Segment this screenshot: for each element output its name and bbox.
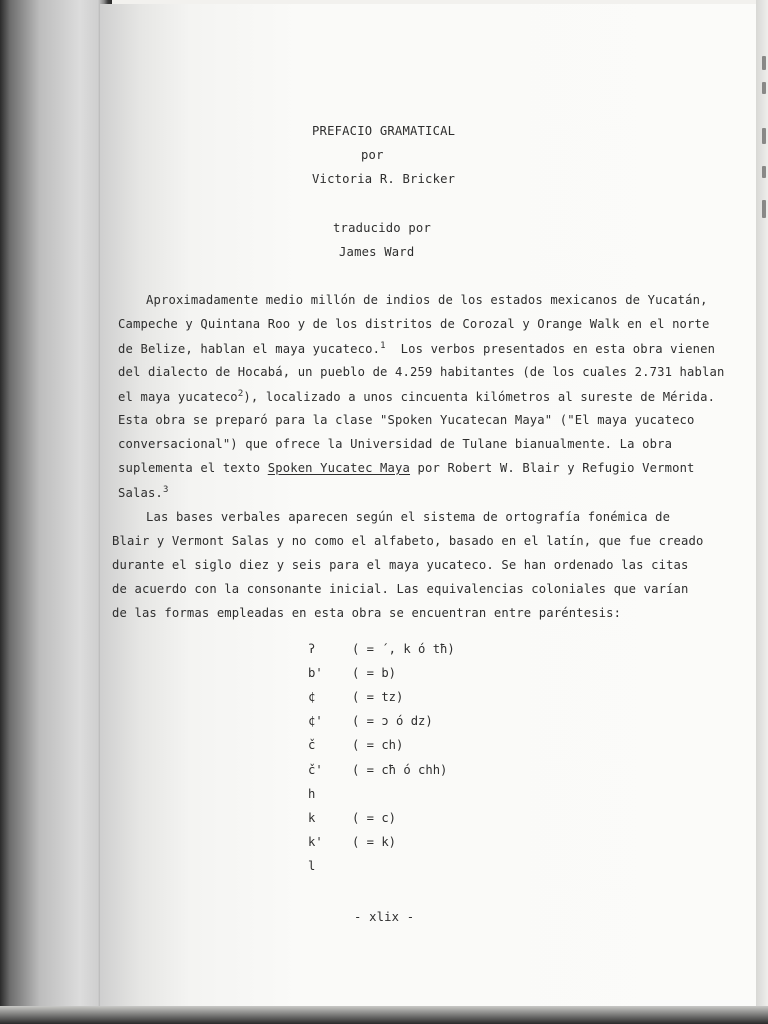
orthography-equivalent: ( = ´, k ó tħ) [352,642,455,656]
line-text: de Belize, hablan el maya yucateco. [118,342,381,356]
orthography-equivalent: ( = tz) [352,690,404,704]
line-text: ), localizado a unos cincuenta kilómetros al sureste de Mérida. [243,390,716,404]
paragraph-1-line-4: del dialecto de Hocabá, un pueblo de 4.259 habitantes (de los cuales 2.731 hablan [118,365,725,379]
by-label: por [361,148,384,162]
orthography-symbol: h [308,787,316,801]
bottom-page-edge [0,1006,768,1024]
paragraph-1-line-3 [118,341,715,356]
orthography-equivalent: ( = ɔ ó dz) [352,714,433,728]
paragraph-2-line-2: Blair y Vermont Salas y no como el alfabeto, basado en el latín, que fue creado [112,534,704,548]
margin-ink-marks [754,50,768,230]
orthography-symbol: k [308,811,316,825]
line-text: el maya yucateco [118,390,238,404]
orthography-symbol: č [308,738,316,752]
paragraph-2-line-3: durante el siglo diez y seis para el maya yucateco. Se han ordenado las citas [112,558,689,572]
paragraph-1-line-7: conversacional") que ofrece la Universidad de Tulane bianualmente. La obra [118,437,673,451]
paragraph-1-line-1: Aproximadamente medio millón de indios de los estados mexicanos de Yucatán, [146,293,708,307]
line-text: Los verbos presentados en esta obra vienen [385,342,716,356]
paragraph-1-line-5 [118,389,715,404]
orthography-symbol: ¢' [308,714,323,728]
translated-by-label: traducido por [333,221,431,235]
translator-name: James Ward [339,245,415,259]
page-number: - xlix - [354,910,415,924]
author-name: Victoria R. Bricker [312,172,456,186]
book-title: Spoken Yucatec Maya [267,461,411,475]
orthography-symbol: b' [308,666,323,680]
orthography-symbol: ¢ [308,690,316,704]
orthography-equivalent: ( = ch) [352,738,404,752]
orthography-equivalent: ( = cħ ó chh) [352,763,448,777]
line-text: Salas. [118,486,163,500]
orthography-symbol: k' [308,835,323,849]
paragraph-1-line-6: Esta obra se preparó para la clase "Spoken Yucatecan Maya" ("El maya yucateco [118,413,695,427]
orthography-symbol: č' [308,763,323,777]
orthography-symbol: l [308,859,316,873]
orthography-equivalent: ( = c) [352,811,397,825]
footnote-marker: 3 [162,485,169,495]
footnote-marker: 2 [237,389,244,399]
line-text: suplementa el texto [118,461,268,475]
line-text: por Robert W. Blair y Refugio Vermont [410,461,695,475]
footnote-marker: 1 [380,341,386,351]
paragraph-2-line-4: de acuerdo con la consonante inicial. Las equivalencias coloniales que varían [112,582,689,596]
left-page-edge [0,0,112,1024]
paragraph-1-line-2: Campeche y Quintana Roo y de los distritos de Corozal y Orange Walk en el norte [118,317,710,331]
orthography-symbol: ʔ [308,642,316,656]
orthography-equivalent: ( = k) [352,835,397,849]
page-title: PREFACIO GRAMATICAL [312,124,456,138]
paragraph-1-line-9 [118,485,169,500]
paragraph-1-line-8 [118,461,695,475]
paragraph-2-line-1: Las bases verbales aparecen según el sistema de ortografía fonémica de [146,510,671,524]
orthography-equivalent: ( = b) [352,666,397,680]
document-page [100,4,756,1006]
paragraph-2-line-5: de las formas empleadas en esta obra se encuentran entre paréntesis: [112,606,622,620]
